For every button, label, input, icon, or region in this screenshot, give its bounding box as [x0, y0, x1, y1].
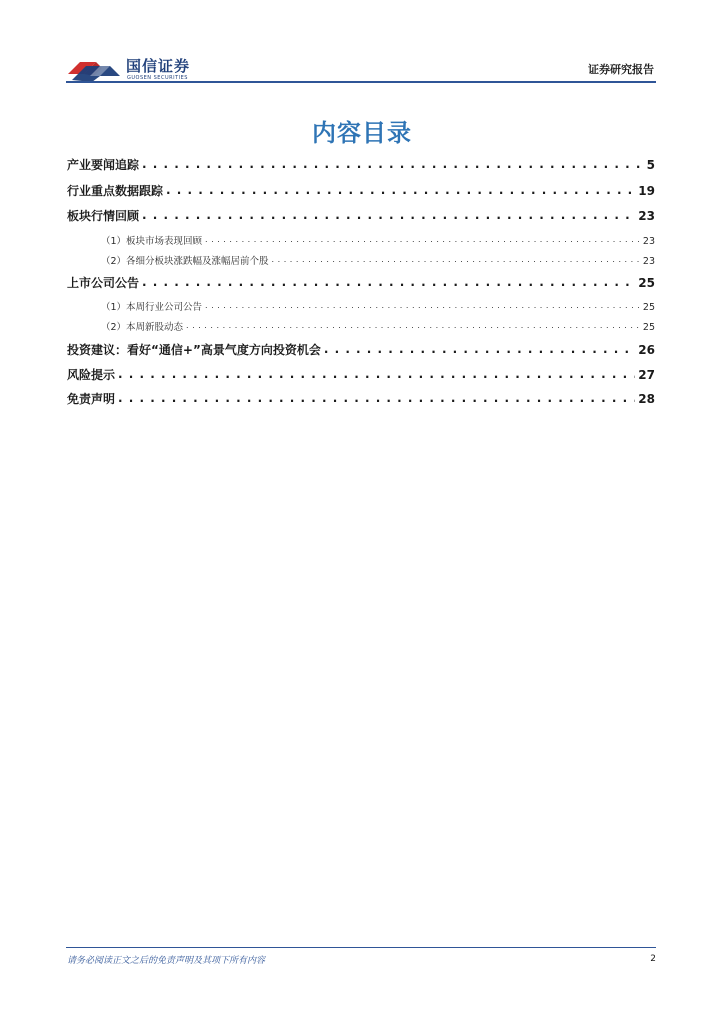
toc-entry-label: （2）各细分板块涨跌幅及涨幅居前个股: [101, 256, 269, 267]
toc-entry-page: 19: [638, 184, 655, 198]
toc-entry-label: 上市公司公告: [67, 276, 140, 290]
toc-entry-label: 板块行情回顾: [67, 209, 140, 223]
toc-entry-label: 投资建议：看好“通信+”高景气度方向投资机会: [67, 343, 321, 357]
toc-leader-dots: [272, 255, 640, 265]
toc-entry[interactable]: [67, 156, 655, 173]
toc-entry-page: 28: [638, 392, 655, 406]
toc-entry[interactable]: [67, 274, 655, 291]
toc-entry[interactable]: [67, 390, 655, 407]
toc-entry[interactable]: [67, 366, 655, 383]
toc-entry-label: 免责声明: [67, 392, 116, 406]
toc-title: 内容目录: [312, 119, 412, 147]
footer-divider: [66, 947, 656, 948]
toc-entry-page: 5: [646, 158, 655, 172]
toc-entry-page: 25: [638, 276, 655, 290]
toc-entry[interactable]: [67, 182, 655, 199]
toc-entry-label: 产业要闻追踪: [67, 158, 140, 172]
toc-entry-page: 27: [638, 368, 655, 382]
page-number: 2: [650, 954, 656, 964]
toc-subentry[interactable]: [67, 233, 655, 247]
toc-leader-dots: [142, 275, 635, 287]
toc-entry[interactable]: [67, 207, 655, 224]
toc-leader-dots: [205, 235, 640, 245]
logo-english-name: GUOSEN SECURITIES: [127, 75, 188, 81]
toc-leader-dots: [205, 301, 640, 311]
toc-leader-dots: [142, 157, 644, 169]
guosen-logo-mark-icon: [66, 54, 124, 84]
toc-entry[interactable]: [67, 341, 655, 358]
toc-subentry[interactable]: [67, 299, 655, 313]
toc-entry-page: 25: [642, 302, 655, 313]
toc-subentry[interactable]: [67, 319, 655, 333]
toc-entry-page: 25: [642, 322, 655, 333]
toc-entry-label: （1）本周行业公司公告: [101, 302, 203, 313]
toc-entry-page: 23: [642, 256, 655, 267]
toc-entry-label: 风险提示: [67, 368, 116, 382]
toc-entry-label: （1）板块市场表现回顾: [101, 236, 203, 247]
toc-subentry[interactable]: [67, 253, 655, 267]
toc-leader-dots: [166, 183, 635, 195]
logo-chinese-name: 国信证券: [126, 57, 191, 75]
toc-leader-dots: [186, 321, 640, 331]
toc-leader-dots: [142, 208, 635, 220]
toc-entry-label: 行业重点数据跟踪: [67, 184, 164, 198]
toc-leader-dots: [324, 342, 635, 354]
toc-entry-page: 23: [638, 209, 655, 223]
toc-leader-dots: [118, 367, 635, 379]
report-type-label: 证券研究报告: [588, 63, 654, 76]
toc-leader-dots: [118, 391, 635, 403]
toc-entry-page: 23: [642, 236, 655, 247]
toc-entry-page: 26: [638, 343, 655, 357]
disclaimer-note: 请务必阅读正文之后的免责声明及其项下所有内容: [67, 956, 266, 966]
toc-entry-label: （2）本周新股动态: [101, 322, 184, 333]
header-divider: [66, 81, 656, 83]
